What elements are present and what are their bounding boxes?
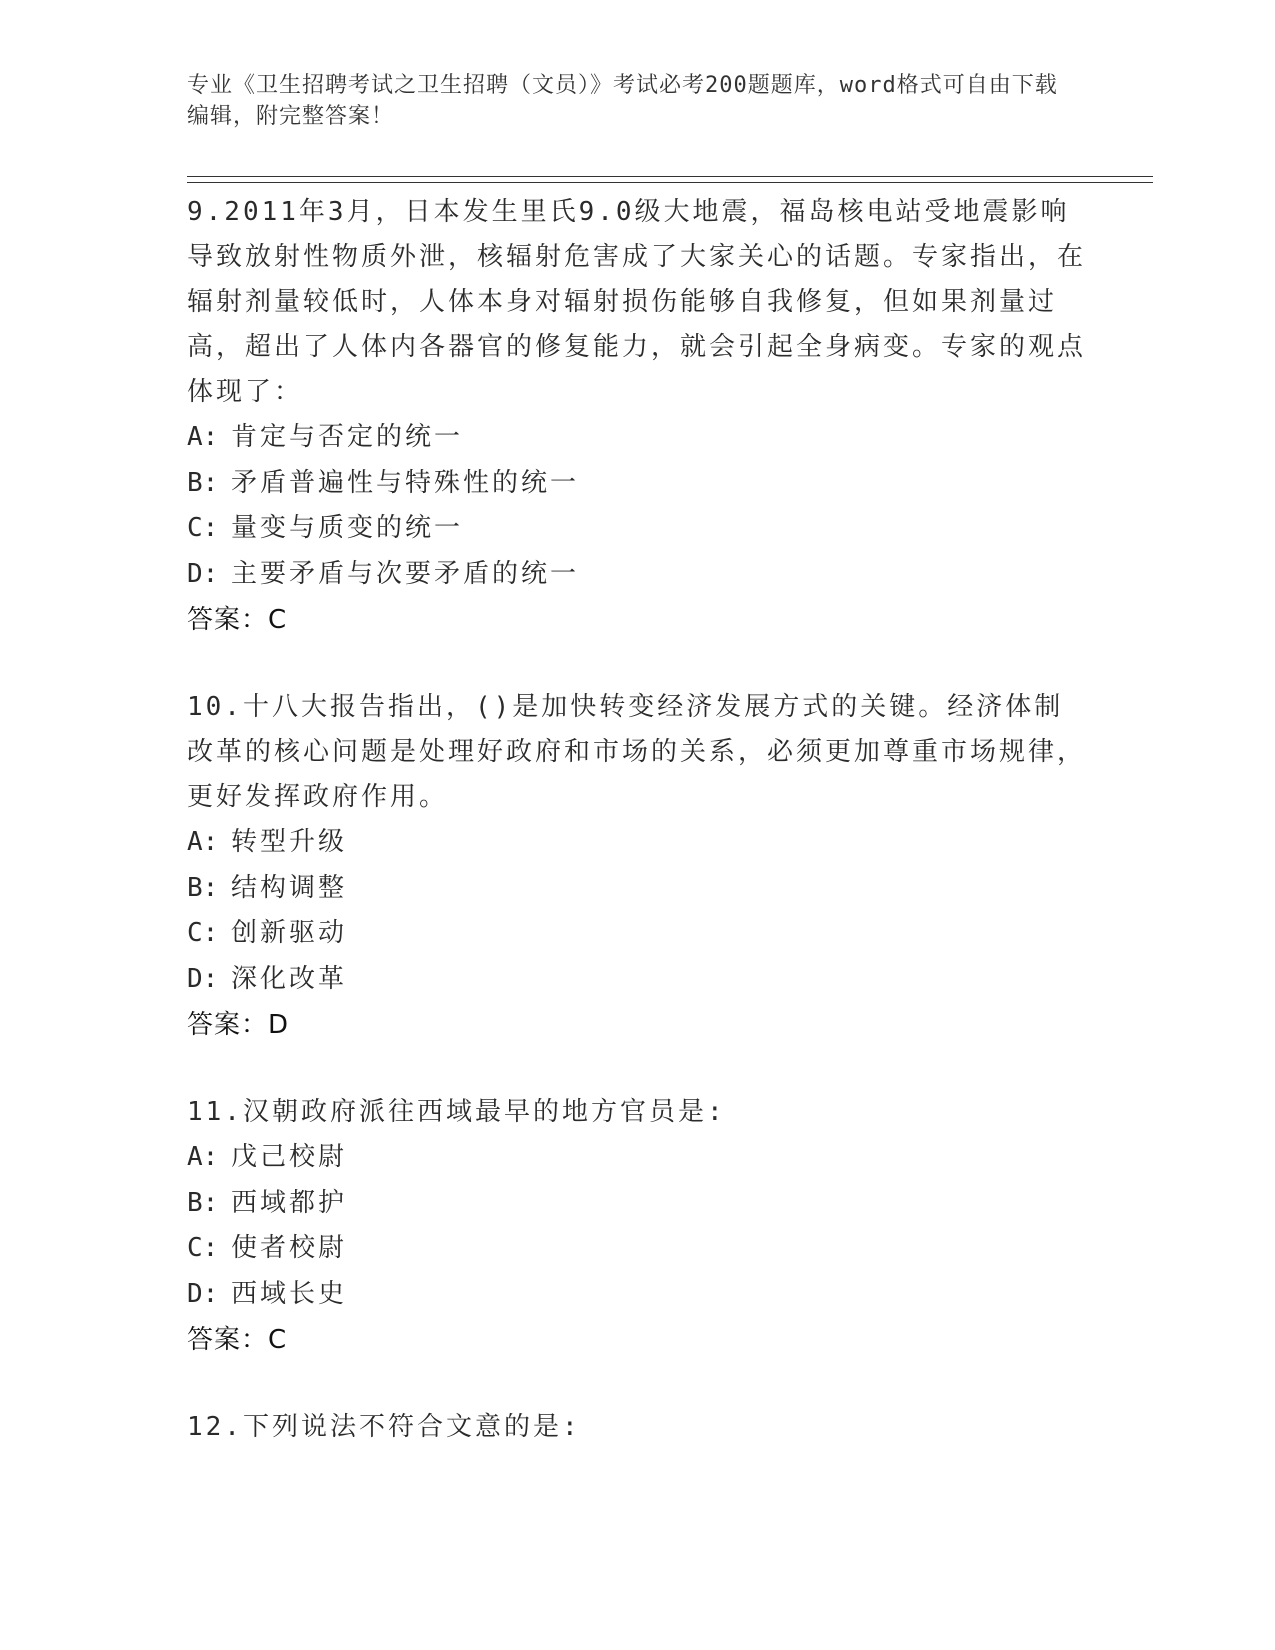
option-text: 矛盾普遍性与特殊性的统一 xyxy=(231,467,580,498)
question-stem: 9.2011年3月，日本发生里氏9.0级大地震，福岛核电站受地震影响导致放射性物质外泄，核辐射危害成了大家关心的话题。专家指出，在辐射剂量较低时，人体本身对辐射损伤能够自我修复，但如果剂量过高，超出了人体内各器官的修复能力，就会引起全身病变。专家的观点体现了： xyxy=(187,197,1087,407)
answer-line: 答案：C xyxy=(187,605,288,635)
option-text: 戊己校尉 xyxy=(231,1142,348,1172)
option-text: 量变与质变的统一 xyxy=(231,513,464,543)
option-text: 结构调整 xyxy=(231,872,348,903)
option-text: 西域都护 xyxy=(231,1187,348,1218)
option-d xyxy=(187,957,1087,1003)
option-key: A: xyxy=(187,1142,219,1172)
option-text: 创新驱动 xyxy=(231,918,348,948)
question-stem: 12.下列说法不符合文意的是: xyxy=(187,1412,581,1442)
option-b xyxy=(187,866,1087,912)
question-10 xyxy=(187,685,1087,1048)
answer-line: 答案：C xyxy=(187,1325,288,1355)
option-key: C: xyxy=(187,918,219,948)
question-stem: 11.汉朝政府派往西域最早的地方官员是: xyxy=(187,1097,726,1127)
option-b xyxy=(187,461,1087,507)
question-9 xyxy=(187,190,1087,643)
option-c xyxy=(187,1226,1087,1272)
option-text: 转型升级 xyxy=(231,827,348,857)
option-text: 使者校尉 xyxy=(231,1233,348,1263)
answer-line: 答案：D xyxy=(187,1010,290,1040)
option-key: D: xyxy=(187,963,219,994)
option-key: B: xyxy=(187,872,219,903)
option-text: 肯定与否定的统一 xyxy=(231,422,464,452)
option-a xyxy=(187,1135,1087,1181)
option-a xyxy=(187,415,1087,461)
question-11 xyxy=(187,1090,1087,1363)
question-list xyxy=(187,190,1087,1492)
option-d xyxy=(187,1272,1087,1318)
option-key: D: xyxy=(187,558,219,589)
option-key: D: xyxy=(187,1278,219,1309)
question-stem: 10.十八大报告指出，()是加快转变经济发展方式的关键。经济体制改革的核心问题是处理好政府和市场的关系，必须更加尊重市场规律，更好发挥政府作用。 xyxy=(187,692,1087,812)
option-c xyxy=(187,911,1087,957)
option-b xyxy=(187,1181,1087,1227)
option-key: B: xyxy=(187,1187,219,1218)
option-key: A: xyxy=(187,827,219,857)
question-12 xyxy=(187,1405,1087,1450)
option-key: B: xyxy=(187,467,219,498)
option-key: C: xyxy=(187,513,219,543)
option-key: A: xyxy=(187,422,219,452)
option-d xyxy=(187,552,1087,598)
option-a xyxy=(187,820,1087,866)
option-key: C: xyxy=(187,1233,219,1263)
header-divider-top xyxy=(187,176,1153,177)
option-text: 主要矛盾与次要矛盾的统一 xyxy=(231,558,580,589)
option-text: 深化改革 xyxy=(231,963,348,994)
header-divider-bottom xyxy=(187,182,1153,183)
document-header: 专业《卫生招聘考试之卫生招聘（文员）》考试必考200题题库，word格式可自由下载编辑，附完整答案！ xyxy=(187,73,1058,129)
option-text: 西域长史 xyxy=(231,1278,348,1309)
option-c xyxy=(187,506,1087,552)
